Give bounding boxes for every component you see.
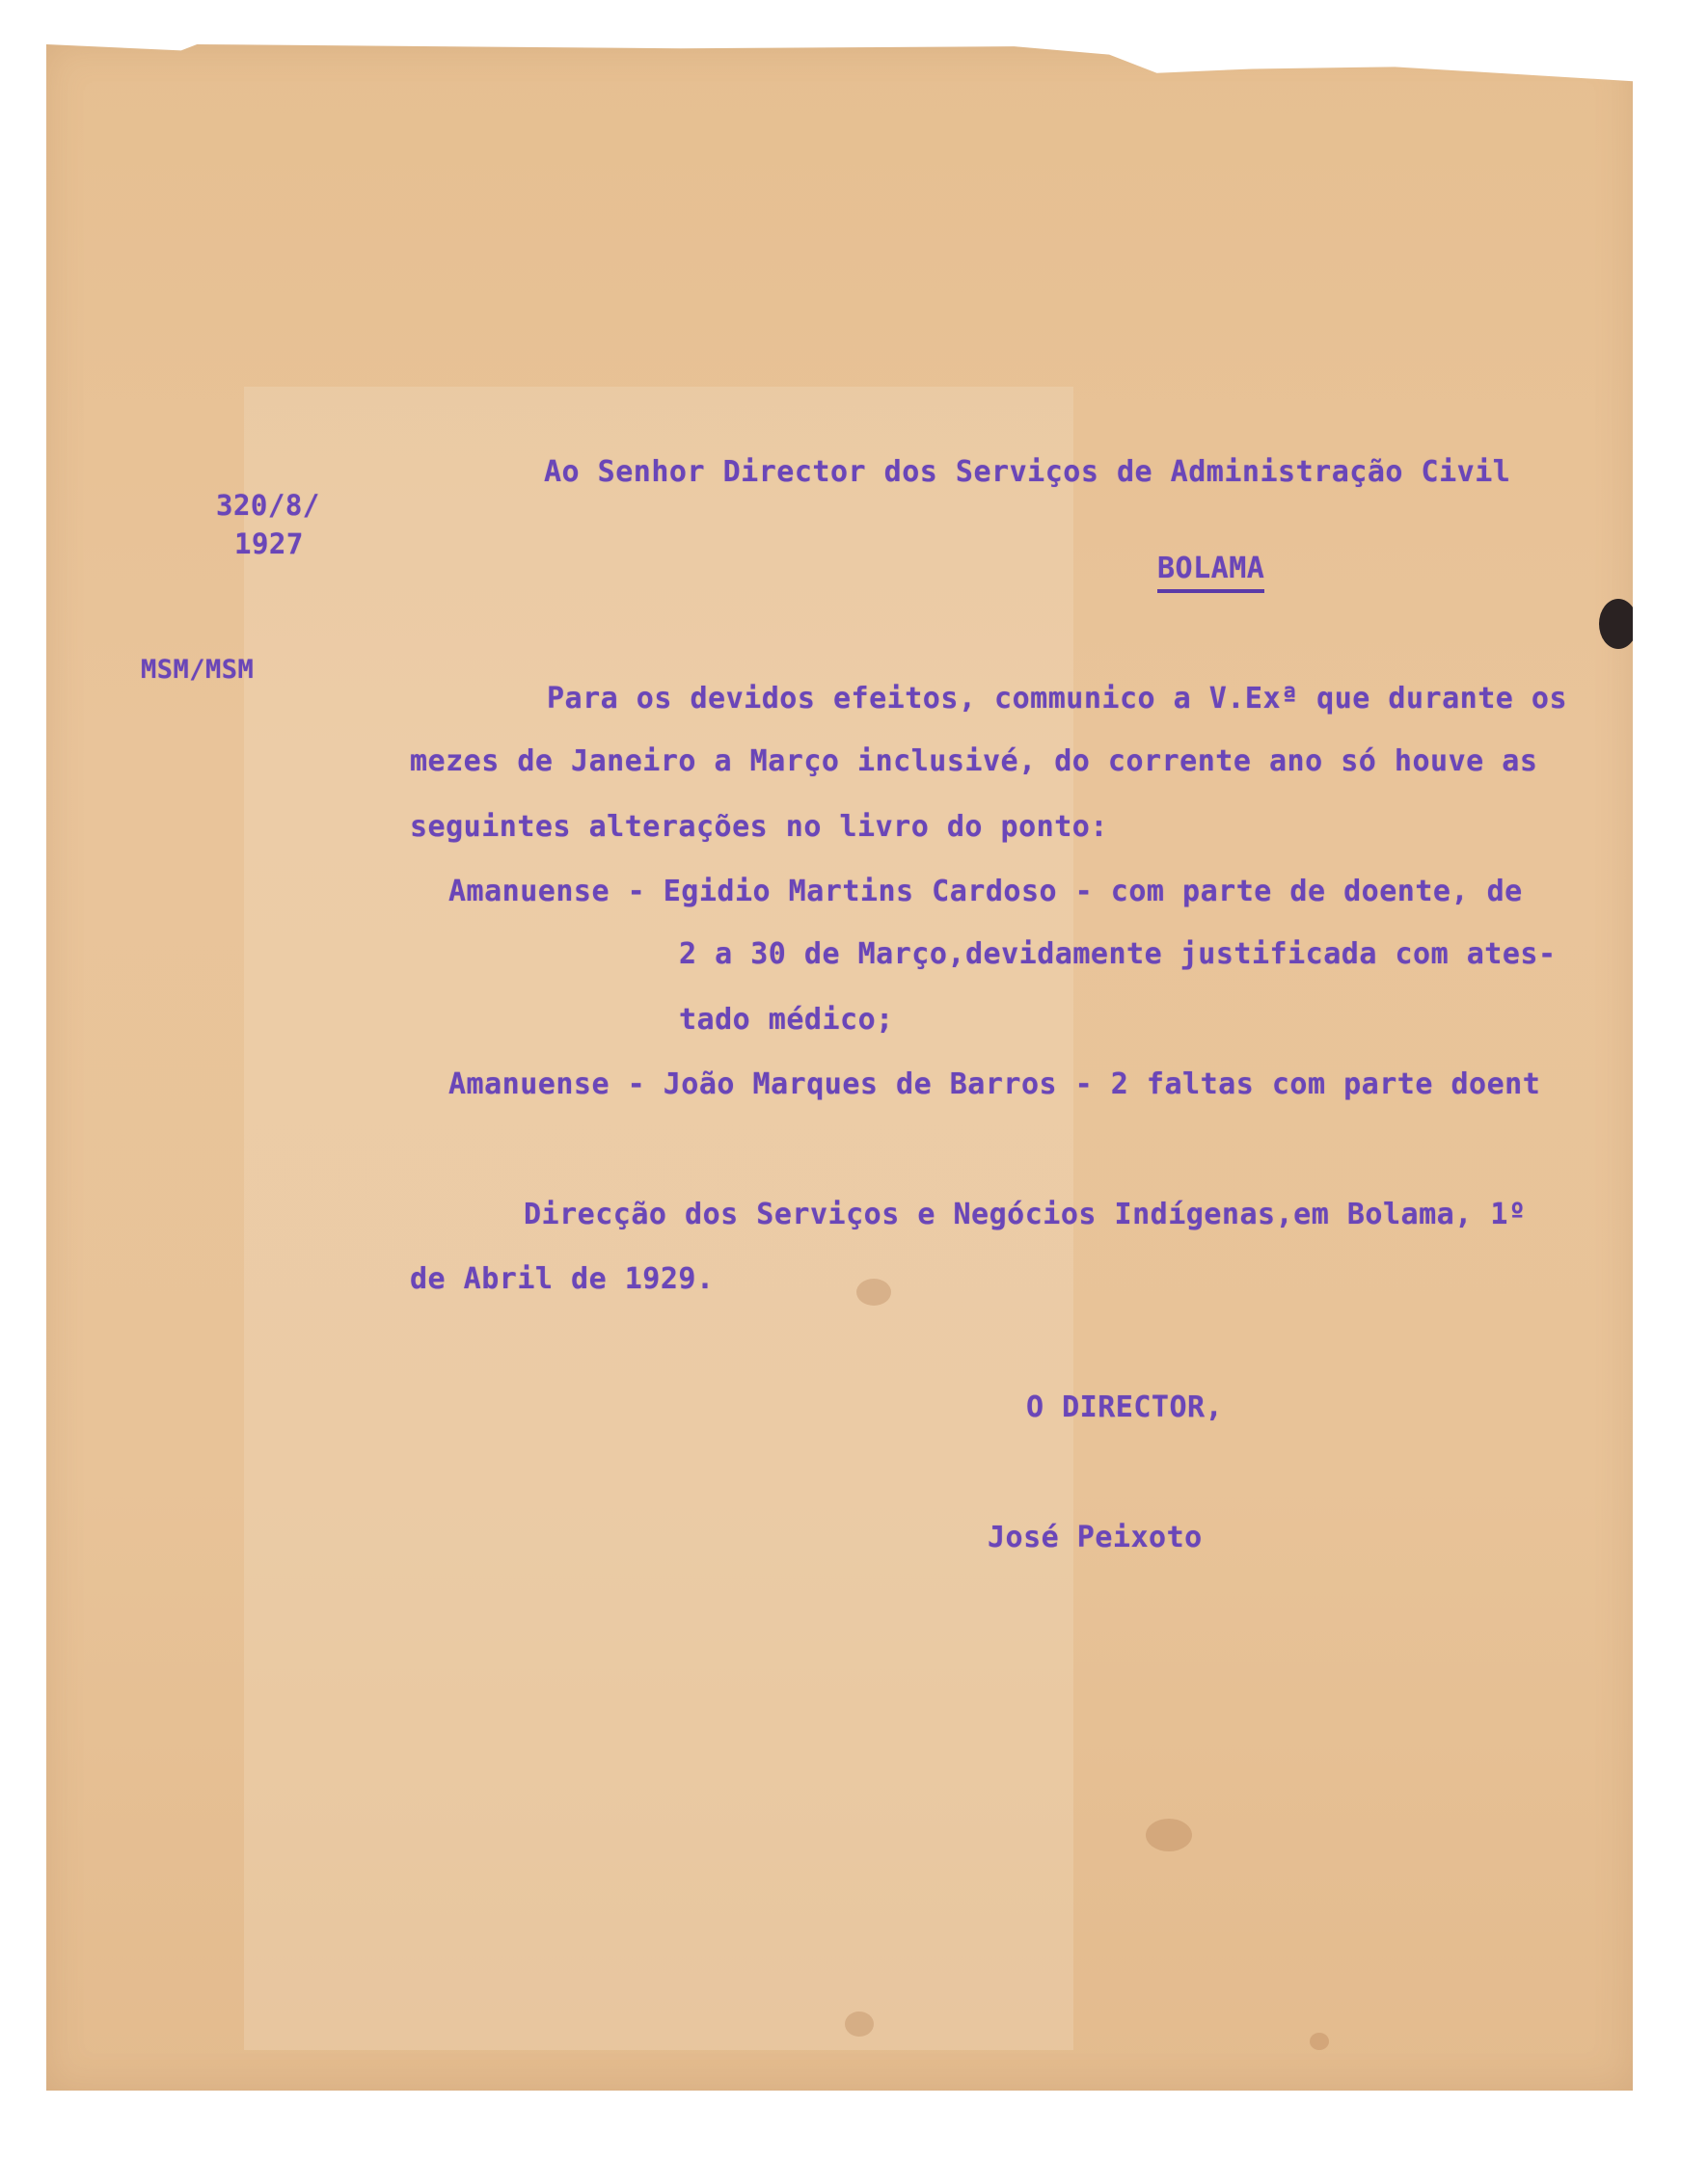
reference-number-line-1: 320/8/: [216, 489, 320, 522]
body-line: 2 a 30 de Março,devidamente justificada com ates-: [679, 937, 1557, 971]
signature-title: O DIRECTOR,: [1026, 1390, 1224, 1424]
paper-burn-mark: [1599, 599, 1638, 649]
addressee-line: Ao Senhor Director dos Serviços de Administração Civil: [544, 455, 1511, 489]
paper-stain: [1310, 2033, 1329, 2050]
body-line: Para os devidos efeitos, communico a V.Exª que durante os: [547, 682, 1568, 716]
closing-line: Direcção dos Serviços e Negócios Indígenas,em Bolama, 1º: [524, 1198, 1527, 1231]
paper-stain: [856, 1279, 891, 1306]
body-line: Amanuense - Egidio Martins Cardoso - com parte de doente, de: [448, 875, 1523, 908]
reference-number-line-2: 1927: [234, 527, 304, 560]
paper-stain: [845, 2012, 874, 2037]
closing-line: de Abril de 1929.: [410, 1262, 715, 1296]
typist-initials: MSM/MSM: [141, 655, 255, 685]
body-line: seguintes alterações no livro do ponto:: [410, 810, 1108, 844]
paper-stain: [1146, 1819, 1192, 1851]
body-line: mezes de Janeiro a Março inclusivé, do corrente ano só houve as: [410, 744, 1538, 778]
signature-name: José Peixoto: [988, 1521, 1203, 1554]
body-line: Amanuense - João Marques de Barros - 2 faltas com parte doent: [448, 1067, 1541, 1101]
place-heading: BOLAMA: [1157, 554, 1264, 593]
body-line: tado médico;: [679, 1003, 894, 1037]
